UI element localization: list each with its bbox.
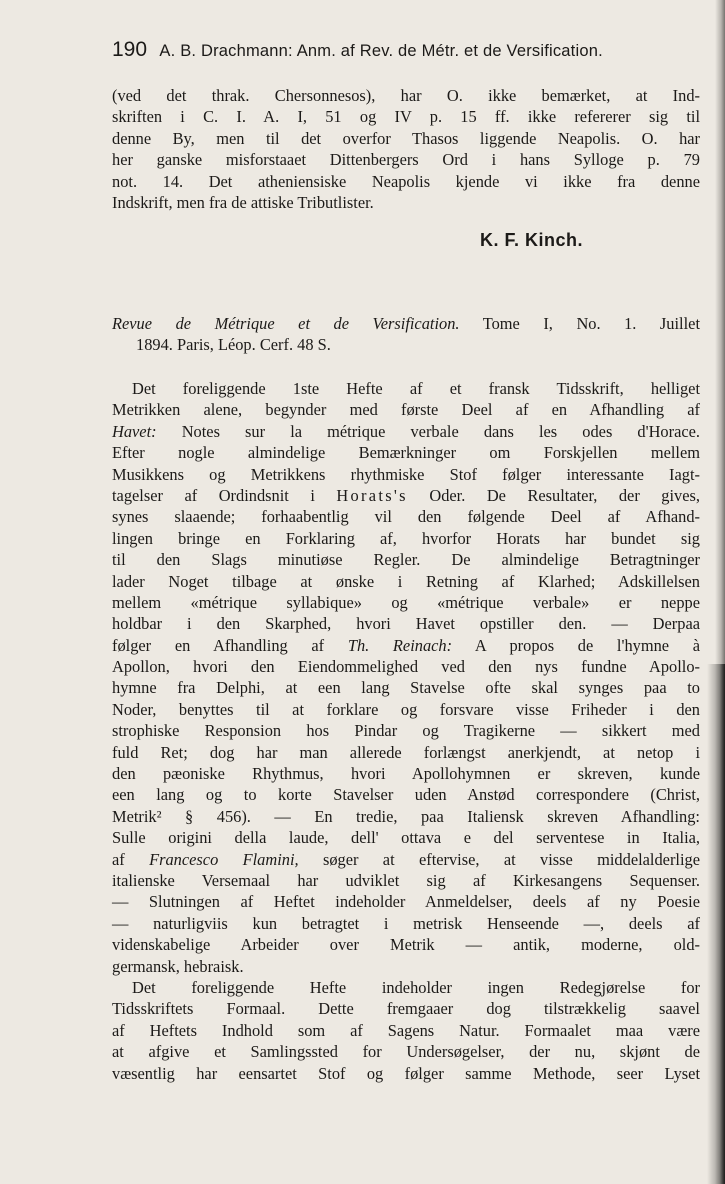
text-line: Det foreliggende Hefte indeholder ingen Redegjørelse for — [132, 977, 700, 997]
text-line: Tidsskriftets Formaal. Dette fremgaaer dog tilstrækkelig saavel — [112, 999, 700, 1019]
text-line: at afgive et Samlingssted for Undersøgelser, der nu, skjønt de — [112, 1042, 700, 1062]
text-line: skriften i C. I. A. I, 51 og IV p. 15 ff. ikke refererer sig til — [112, 107, 700, 127]
text-segment: Oder. De Resultater, der gives, — [407, 485, 700, 505]
running-header — [112, 38, 702, 66]
text-line: Metrikken alene, begynder med første Deel af en Afhandling af — [112, 400, 700, 420]
text-segment: af — [112, 849, 150, 869]
text-line: videnskabelige Arbeider over Metrik — antik, moderne, old- — [112, 935, 700, 955]
text-line: Metrik² § 456). — En tredie, paa Italiensk skreven Afhandling: — [112, 806, 700, 826]
text-segment: A propos de l'hymne à — [452, 635, 701, 655]
text-line: germansk, hebraisk. — [112, 956, 244, 976]
text-line — [112, 849, 700, 870]
text-line: til den Slags minutiøse Regler. De almindelige Betragtninger — [112, 550, 700, 570]
text-segment: Notes sur la métrique verbale dans les odes d'Horace. — [156, 421, 700, 441]
text-line: — Slutningen af Heftet indeholder Anmeldelser, deels af ny Poesie — [112, 892, 700, 912]
text-line: hymne fra Delphi, at een lang Stavelse ofte skal synges paa to — [112, 678, 700, 698]
text-segment: tagelser af Ordindsnit i — [112, 485, 337, 505]
text-line: af Heftets Indhold som af Sagens Natur. Formaalet maa være — [112, 1020, 700, 1040]
text-line: Indskrift, men fra de attiske Tributlister. — [112, 192, 374, 212]
text-line: den pæoniske Rhythmus, hvori Apollohymnen er skreven, kunde — [112, 764, 700, 784]
review-publication-line: 1894. Paris, Léop. Cerf. 48 S. — [136, 335, 331, 355]
text-line: italienske Versemaal har udviklet sig af Kirkesangens Sequenser. — [112, 870, 700, 890]
author-name: Th. Reinach: — [347, 635, 453, 655]
text-line: synes slaaende; forhaabentlig vil den følgende Deel af Afhand- — [112, 507, 700, 527]
text-line: mellem «métrique syllabique» og «métrique verbale» er neppe — [112, 592, 700, 612]
page-number: 190 — [112, 38, 148, 61]
text-line: fuld Ret; dog har man allerede forlængst anerkjendt, at netop i — [112, 742, 700, 762]
text-line: een lang og to korte Stavelser uden Anstød correspondere (Christ, — [112, 785, 700, 805]
text-segment: følger en Afhandling af — [112, 635, 348, 655]
text-line: Sulle origini della laude, dell' ottava e del serventese in Italia, — [112, 828, 700, 848]
text-line: strophiske Responsion hos Pindar og Tragikerne — sikkert med — [112, 721, 700, 741]
text-line: not. 14. Det atheniensiske Neapolis kjende vi ikke fra denne — [112, 171, 700, 191]
text-line: Musikkens og Metrikkens rhythmiske Stof følger interessante Iagt- — [112, 464, 700, 484]
page-edge-binding — [707, 664, 725, 1184]
running-title: A. B. Drachmann: Anm. af Rev. de Métr. et de Versification. — [159, 42, 603, 60]
text-line: Apollon, hvori den Eiendommelighed ved den nys fundne Apollo- — [112, 657, 700, 677]
review-heading — [112, 313, 700, 356]
text-line: (ved det thrak. Chersonnesos), har O. ikke bemærket, at Ind- — [112, 86, 700, 105]
text-line: denne By, men til det overfor Thasos liggende Neapolis. O. har — [112, 128, 700, 148]
text-line: lader Noget tilbage at ønske i Retning af Klarhed; Adskillelsen — [112, 571, 700, 591]
text-line: her ganske misforstaaet Dittenbergers Ord i hans Sylloge p. 79 — [112, 150, 700, 170]
text-line: Det foreliggende 1ste Hefte af et fransk Tidsskrift, helliget — [132, 379, 700, 398]
text-line: Efter nogle almindelige Bemærkninger om Forskjellen mellem — [112, 443, 700, 463]
text-line — [112, 485, 700, 506]
text-line — [112, 421, 700, 442]
text-line: væsentlig har eensartet Stof og følger samme Methode, seer Lyset — [112, 1063, 700, 1083]
text-line: — naturligviis kun betragtet i metrisk Henseende —, deels af — [112, 913, 700, 933]
text-line: holdbar i den Skarphed, hvori Havet opstiller den. — Derpaa — [112, 614, 700, 634]
author-signature: K. F. Kinch. — [480, 230, 584, 250]
intro-paragraph — [112, 85, 700, 213]
text-line — [112, 635, 700, 656]
journal-title: Revue de Métrique et de Versification. — [112, 314, 460, 333]
author-name: Havet: — [112, 421, 157, 441]
review-heading-line — [112, 313, 700, 334]
text-segment: søger at eftervise, at visse middelalderlige — [298, 849, 700, 869]
emphasized-name: Horats's — [336, 485, 408, 505]
author-name: Francesco Flamini, — [149, 849, 299, 869]
text-line: Noder, benyttes til at forklare og forsvare visse Friheder i den — [112, 699, 700, 719]
text-line: lingen bringe en Forklaring af, hvorfor Horats har bundet sig — [112, 528, 700, 548]
review-body — [112, 378, 700, 1084]
journal-volume: Tome I, No. 1. Juillet — [459, 314, 700, 333]
